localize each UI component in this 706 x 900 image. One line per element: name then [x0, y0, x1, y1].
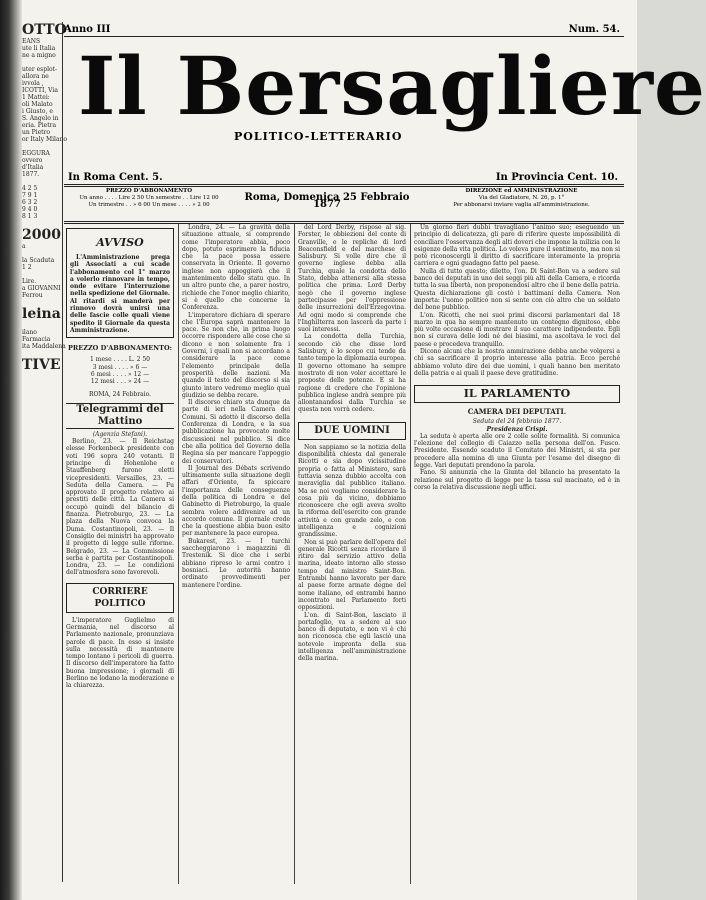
strip-line: ovvero: [22, 157, 43, 164]
strip-line: ne a migno: [22, 52, 56, 59]
strip-line: la Scaduta: [22, 257, 55, 264]
strip-line: [22, 59, 62, 66]
col4-paragraph: Fano. Si annunzia che la Giunta del bilancio ha presentato la relazione sul progetto di legge per la tassa sul macinato, ed è in corso la relativa discussione negli uffici.: [414, 469, 620, 491]
col4-paragraph: L'on. Ricotti, che nei suoi primi discorsi parlamentari dal 18 marzo in qua ha sempre mantenuto un contegno dignitoso, ebbe più volte occasione di mostrare il suo carattere indipendente. Egli non si curava delle lodi né dei biasimi, ma ascoltava le voci del paese e procedeva tranquillo.: [414, 311, 620, 348]
front-page: [64, 22, 706, 887]
strip-line: ICOTTI, Via: [22, 87, 58, 94]
col3-paragraph: La condotta della Turchia, secondo ciò che disse lord Salisbury, è lo scopo cui tende da tanto tempo la diplomazia europea. Il governo ottomano ha sempre mostrato di non voler accettare le proposte delle potenze. E si ha ragione di credere che l'opinione pubblica inglese andrà sempre più allontanandosi dalla Turchia se questa non vorrà cedere.: [298, 333, 406, 414]
col2-paragraph: L'imperatore dichiara di sperare che l'Europa saprà mantenere la pace. Se non che, in prima luogo occorre rispondere alle cose che si dicono e non solamente fra i Governi, i quali non si accordano a considerare la pace come l'elemento principale della prosperità delle nazioni. Ma quando il testo del discorso si sia giunto intero vedremo meglio qual giudizio se debba recare.: [182, 311, 290, 399]
strip-line: uter esplot-: [22, 66, 58, 73]
column-3: [298, 224, 406, 884]
prezzo-row: 3 mesi . . . . » 6 —: [92, 363, 148, 371]
roma-date: ROMA, 24 Febbraio.: [88, 391, 152, 399]
direction-title: DIREZIONE ed AMMINISTRAZIONE: [465, 188, 578, 194]
strip-line: allora ne: [22, 73, 49, 80]
strip-line: i Giusto, e: [22, 108, 53, 115]
strip-line: [22, 250, 62, 257]
column-2: [182, 224, 290, 884]
direction-address: Via del Gladiatore, N. 26, p. 1°: [478, 195, 565, 201]
strip-line: EANS: [22, 38, 41, 45]
column-divider: [178, 224, 179, 884]
col4-paragraph: La seduta è aperta alle ore 2 colle solite formalità. Si comunica l'elezione del collegio di Caiazzo nella persona dell'on. Fusco. Presidente. Essendo scaduto il Comitato dei Ministri, si sta per procedere alla nomina di una Giunta per l'esame del disegno di legge. Vari deputati prendono la parola.: [414, 432, 620, 470]
strip-line: [22, 271, 62, 278]
binding-spine: [0, 0, 22, 900]
issue-year: Anno III: [64, 24, 111, 35]
strip-line: [22, 350, 62, 357]
corriere-text: L'imperatore Guglielmo di Germania, nel discorso al Parlamento nazionale, pronunziava parole di pace. In esso si insiste sulla necessità di mantenere tempo lontano i pericoli di guerra. Il discorso dell'imperatore ha fatto buona impressione; i giornali di Berlino ne lodano la moderazione e la chiarezza.: [66, 616, 174, 690]
strip-line: S. Angelo in: [22, 115, 59, 122]
col4-paragraph: Dicono alcuni che la nostra ammirazione debba anche volgersi a chi sa sacrificare il proprio interesse alla patria. Ecco perché abbiamo voluto dire dei due uomini, i quali hanno ben meritato della patria e ai quali il paese deve gratitudine.: [414, 348, 620, 377]
strip-line: EGGURA: [22, 150, 50, 157]
prezzo-row: 12 mesi . . . » 24 —: [90, 378, 150, 386]
col2-paragraph: Bukarest, 23. — I turchi saccheggiarono i magazzini di Trestenik. Si dice che i serbi abbiano ripreso le armi contro i bosniaci. Le autorità hanno ordinato provvedimenti per mantenere l'ordine.: [182, 537, 290, 589]
strip-line: 7 9 1: [22, 192, 38, 199]
strip-line: [22, 322, 62, 329]
subscription-box: [64, 188, 234, 209]
avviso-box: [66, 228, 174, 338]
col4-paragraph: Un giorno fieri dubbi travagliano l'animo suo; eseguendo un principio di delicatezza, gli pare di riferire queste impossibilità di conciliare l'osservanza degli alti doveri che impone la milizia con le esigenze della vita politica. Lo voleva pure il sentimento, ma non si poté riconoscergli il diritto di sacrificare interamente la propria carriera e ogni guadagno fatto pel paese.: [414, 224, 620, 268]
strip-line: [22, 299, 62, 306]
strip-line: [22, 220, 62, 227]
strip-line: 9 4 0: [22, 206, 38, 213]
issue-number: Num. 54.: [568, 24, 620, 35]
col3-paragraph: Non sappiamo se la notizia della disponibilità chiesta dal generale Ricotti e sia dopo vicissitudine propria o fatta al Ministero, sarà tuttavia senza dubbio accolta con meraviglia dal pubblico italiano. Ma se noi vogliamo considerare la cosa più da vicino, dobbiamo riconoscere che egli aveva svolto la riforma dell'esercito con grande attività e con grande zelo, e con intelligenza e cognizioni grandissime.: [298, 443, 406, 539]
strip-line: Ferrou: [22, 292, 43, 299]
direction-note: Per abbonarsi inviare vaglia all'amministrazione.: [453, 202, 590, 208]
col3-paragraph: Non si può parlare dell'opera del generale Ricotti senza ricordare il ritiro dal servizio attivo della marina, ideato intorno allo stesso tempo dal ministro Saint-Bon. Entrambi hanno lavorato per dare al paese forze armate degne del nome italiano, ed entrambi hanno incontrato nel Parlamento forti opposizioni.: [298, 538, 406, 612]
strip-line: TIVE: [22, 357, 61, 373]
parlamento-title: IL PARLAMENTO: [414, 385, 620, 403]
strip-line: ute li Italia: [22, 45, 56, 52]
camera-title: CAMERA DEI DEPUTATI.: [467, 407, 567, 417]
strip-line: 1877.: [22, 171, 40, 178]
strip-line: 1 2: [22, 264, 32, 271]
strip-line: [22, 178, 62, 185]
previous-page-strip: [22, 22, 67, 882]
strip-line: Lire.: [22, 278, 37, 285]
col2-paragraph: Il Journal des Débats scrivendo ultimamente sulla situazione degli affari d'Oriente, fa spiccare l'importanza delle conseguenze della politica di Londra e del Gabinetto di Pietroburgo, la quale sembra volere addivenire ad un accordo comune. Il giornale crede che la questione abbia buon esito per mantenere la pace europea.: [182, 464, 290, 538]
telegrammi-text: Berlino, 23. — Il Reichstag elesse Forkenbeck presidente con voti 196 sopra 240 votanti. Il principe di Hohenlohe e Stauffenberg furono eletti vicepresidenti. Versailles, 23. — Seduta della Camera. — Fu approvato il progetto relativo ai prestiti delle città. La Camera si occupò quindi del bilancio di finanza. Pietroburgo, 23. — La plaza della Nuova convoca la Duma. Costantinopoli, 23. — Il Consiglio dei ministri ha approvato il progetto di legge sulle riforme. Belgrado, 23. — La Commissione serba è partita per Costantinopoli. Londra, 23. — Le condizioni dell'atmosfera sono favorevoli.: [66, 438, 174, 577]
due-uomini-title: DUE UOMINI: [298, 422, 406, 440]
strip-line: d'Italia: [22, 164, 44, 171]
col2-paragraph: Londra, 24. — La gravità della situazione attuale, si comprende come l'imperatore abbia, poco dopo, potuto esprimere la fiducia che la pace possa essere conservata in Oriente. Il governo inglese non appoggierà che il mantenimento dello statu quo. In un altro punto che, a parer nostro, richiede che l'onor meglio chiarito, si è quello che concerne la Conferenza.: [182, 224, 290, 312]
price-province: In Provincia Cent. 10.: [495, 172, 618, 183]
corriere-title: CORRIERE POLITICO: [66, 583, 174, 613]
strip-line: un Pietro: [22, 129, 51, 136]
strip-line: ita Maddalena: [22, 343, 66, 350]
strip-line: ivvola ,: [22, 80, 44, 87]
dateline: Roma, Domenica 25 Febbraio 1877: [244, 192, 410, 210]
col2-paragraph: Il discorso chiaro sta dunque da parte di ieri nella Camera dei Comuni. Si adottò il discorso della Conferenza di Londra, e la sua pubblicazione ha provocato molte discussioni nel pubblico. Si dice che alla politica del Governo della Regina sia per mancare l'appoggio dei conservatori.: [182, 399, 290, 465]
subscription-row: Un anno . . . . Lire 2 50 Un semestre . . Lire 12 00: [79, 195, 219, 201]
issue-line: [64, 22, 624, 36]
strip-line: a: [22, 243, 26, 250]
column-divider: [294, 224, 295, 884]
column-1: [66, 224, 174, 884]
avviso-text: L'Amministrazione prega gli Associati a cui scade l'abbonamento col 1° marzo a volerlo rinnovare in tempo, onde evitare l'interruzione nella spedizione del Giornale. Al ritardi si manderà per rinnovo dovrà unirsi una delle fascie colle quali viene spedito il Giornale da questa Amministrazione.: [70, 254, 170, 334]
col3-paragraph: L'on. di Saint-Bon, lasciato il portafoglio, va a sedere al suo banco di deputato, e non vi è chi non riconosca che egli lasciò una notevole impronta della sua intelligenza nell'amministrazione della marina.: [298, 611, 406, 663]
strip-line: 6 3 2: [22, 199, 38, 206]
strip-line: Farmacia: [22, 336, 51, 343]
col3-paragraph: del Lord Derby, rispose al sig. Forster, le obbiezioni del conte di Granville, e le repliche di lord Beaconsfield e del marchese di Salisbury. Si volle dire che il governo inglese debba alla Turchia, quale la condotta dello Stato, debba attenersi alla stessa politica che prima. Lord Derby negò che il governo inglese partecipasse per l'oppressione delle insurrezioni dell'Erzegovina. Ad ogni modo si comprende che l'Inghilterra non lascerà da parte i suoi interessi.: [298, 224, 406, 334]
strip-line: oli Malato: [22, 101, 53, 108]
prezzo-title: PREZZO D'ABBONAMENTO:: [67, 344, 173, 353]
strip-line: eria. Pietra: [22, 122, 57, 129]
column-divider: [410, 224, 411, 884]
info-bar: [64, 186, 624, 220]
strip-line: [22, 143, 62, 150]
column-4: [414, 224, 620, 884]
masthead-title: Il Bersagliere: [78, 39, 706, 133]
masthead: [64, 38, 706, 148]
presidenza: Presidenza Crispi.: [486, 425, 548, 433]
strip-line: OTTO: [22, 22, 67, 38]
strip-line: 2000: [22, 227, 61, 243]
strip-line: 1 Mattei:: [22, 94, 50, 101]
strip-line: 8 1 3: [22, 213, 38, 220]
telegrammi-subtitle: (Agenzia Stefani).: [92, 430, 148, 438]
direction-box: [419, 188, 624, 209]
subscription-title: PREZZO D'ABBONAMENTO: [105, 188, 193, 194]
strip-line: ilano: [22, 329, 37, 336]
seduta-date: Seduta del 24 febbraio 1877.: [472, 418, 562, 426]
subscription-row: Un trimestre . . » 6 00 Un mese . . . . » 2 00: [88, 202, 210, 208]
strip-line: a GIOVANNI: [22, 285, 61, 292]
masthead-subtitle: POLITICO-LETTERARIO: [234, 130, 403, 143]
avviso-title: AVVISO: [96, 236, 144, 249]
strip-line: or Italy Milano: [22, 136, 67, 143]
strip-line: leina: [22, 306, 61, 322]
top-rule: [64, 36, 624, 37]
telegrammi-title: Telegrammi del Mattino: [66, 403, 174, 429]
prezzo-row: 6 mesi . . . . » 12 —: [90, 370, 150, 378]
prezzo-row: 1 mese . . . . L. 2 50: [90, 356, 150, 364]
col4-paragraph: Nulla di tutto questo; diletto, l'on. Di Saint-Bon va a sedere sul banco dei deputati in uno dei seggi più alti della Camera, e ricorda tutta la sua libertà, non proponendosi altro che il bene della patria. Questa dichiarazione gli costò i battimani della Camera. Non importa: l'uomo politico non si sente con ciò altro che un soldato del bene pubblico.: [414, 267, 620, 312]
strip-line: 4 2 5: [22, 185, 38, 192]
price-rome: In Roma Cent. 5.: [68, 172, 163, 183]
